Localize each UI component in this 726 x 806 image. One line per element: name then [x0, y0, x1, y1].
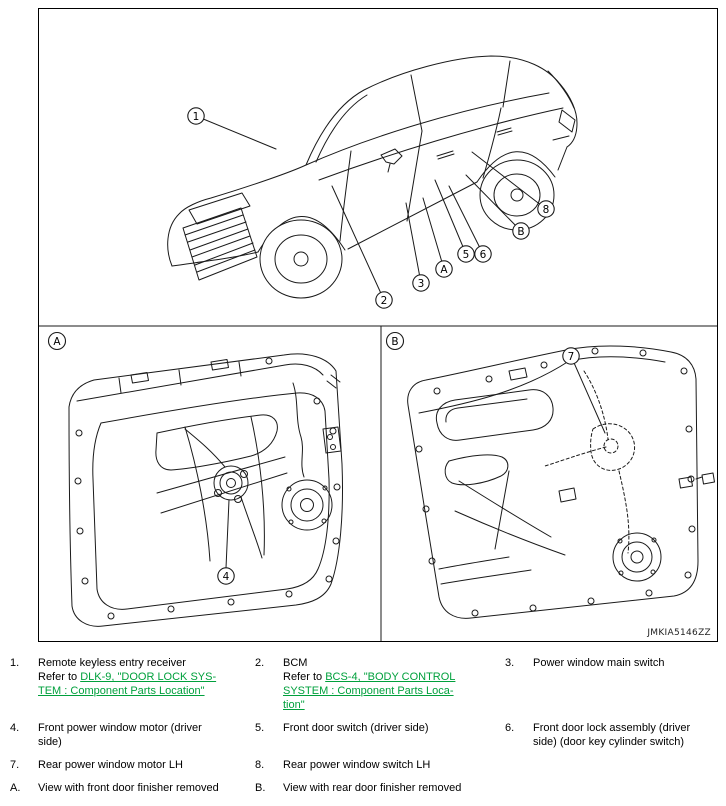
callout-5: [435, 180, 474, 262]
callout-view-a-letter: A: [440, 264, 448, 276]
callout-1-number: 1: [192, 111, 200, 123]
legend-item-3: [505, 656, 716, 670]
link-line[interactable]: TEM : Component Parts Location": [38, 685, 205, 697]
link-line[interactable]: tion": [283, 699, 305, 711]
panel-b-label: [387, 333, 404, 350]
callout-3-number: 3: [417, 278, 425, 290]
legend-item-view-a-text: View with front door finisher removed: [38, 782, 219, 794]
link-line[interactable]: SYSTEM : Component Parts Loca-: [283, 685, 454, 697]
callout-7-number: 7: [567, 351, 575, 363]
legend-item-view-b-text: View with rear door finisher removed: [283, 782, 462, 794]
callout-4-number: 4: [222, 571, 230, 583]
legend-item-view-b-letter: B.: [255, 782, 266, 794]
legend-item-6-number: 6.: [505, 722, 515, 734]
legend-item-2: [255, 656, 505, 712]
legend-item-3-text: Power window main switch: [533, 657, 665, 669]
legend-item-2-number: 2.: [255, 657, 265, 669]
callout-2-number: 2: [380, 295, 388, 307]
legend-item-1-text: Remote keyless entry receiver: [38, 657, 186, 669]
legend-item-7-text: Rear power window motor LH: [38, 759, 183, 771]
panel-a-letter: A: [53, 336, 61, 348]
figure-image-id: JMKIA5146ZZ: [647, 628, 711, 638]
legend-item-8-number: 8.: [255, 759, 265, 771]
callout-6-number: 6: [479, 249, 487, 261]
legend-item-7: [10, 758, 255, 772]
callout-2: [332, 186, 392, 308]
legend-item-7-number: 7.: [10, 759, 20, 771]
refer-prefix: Refer to: [38, 671, 81, 683]
legend-item-4-number: 4.: [10, 722, 20, 734]
legend-row-3: [10, 758, 718, 772]
car-drawing: [168, 56, 577, 298]
legend-row-1: [10, 656, 718, 712]
legend-item-4-text: Front power window motor (driver side): [38, 722, 202, 748]
figure-box: [38, 8, 718, 642]
refer-prefix: Refer to: [283, 671, 326, 683]
legend-item-4: [10, 721, 255, 749]
legend-item-view-a-letter: A.: [10, 782, 21, 794]
legend-item-view-a: [10, 781, 255, 795]
legend-item-5-number: 5.: [255, 722, 265, 734]
callout-3: [406, 203, 429, 291]
legend-item-1: [10, 656, 255, 698]
legend-item-3-number: 3.: [505, 657, 515, 669]
callout-1: [188, 108, 276, 149]
legend-row-4: [10, 781, 718, 795]
legend-item-1-refer: [38, 670, 225, 698]
legend-item-5: [255, 721, 505, 735]
legend-item-5-text: Front door switch (driver side): [283, 722, 429, 734]
legend-item-8: [255, 758, 505, 772]
link-line[interactable]: DLK-9, "DOOR LOCK SYS-: [80, 671, 217, 683]
figure-svg: [39, 9, 717, 641]
legend-item-2-text: BCM: [283, 657, 308, 669]
panel-a-label: [49, 333, 66, 350]
legend-item-6-text: Front door lock assembly (driver side) (door key cylinder switch): [533, 722, 691, 748]
legend-item-1-number: 1.: [10, 657, 20, 669]
legend: [10, 656, 718, 804]
callout-view-b-letter: B: [517, 226, 525, 238]
legend-item-8-text: Rear power window switch LH: [283, 759, 431, 771]
legend-item-2-refer: [283, 670, 465, 712]
door-b-drawing: [408, 346, 715, 618]
link-line[interactable]: BCS-4, "BODY CONTROL: [325, 671, 456, 683]
callout-5-number: 5: [462, 249, 470, 261]
door-a-drawing: [69, 354, 343, 626]
legend-item-6: [505, 721, 716, 749]
legend-row-2: [10, 721, 718, 749]
legend-item-view-b: [255, 781, 505, 795]
panel-b-letter: B: [391, 336, 399, 348]
callout-8-number: 8: [542, 204, 550, 216]
